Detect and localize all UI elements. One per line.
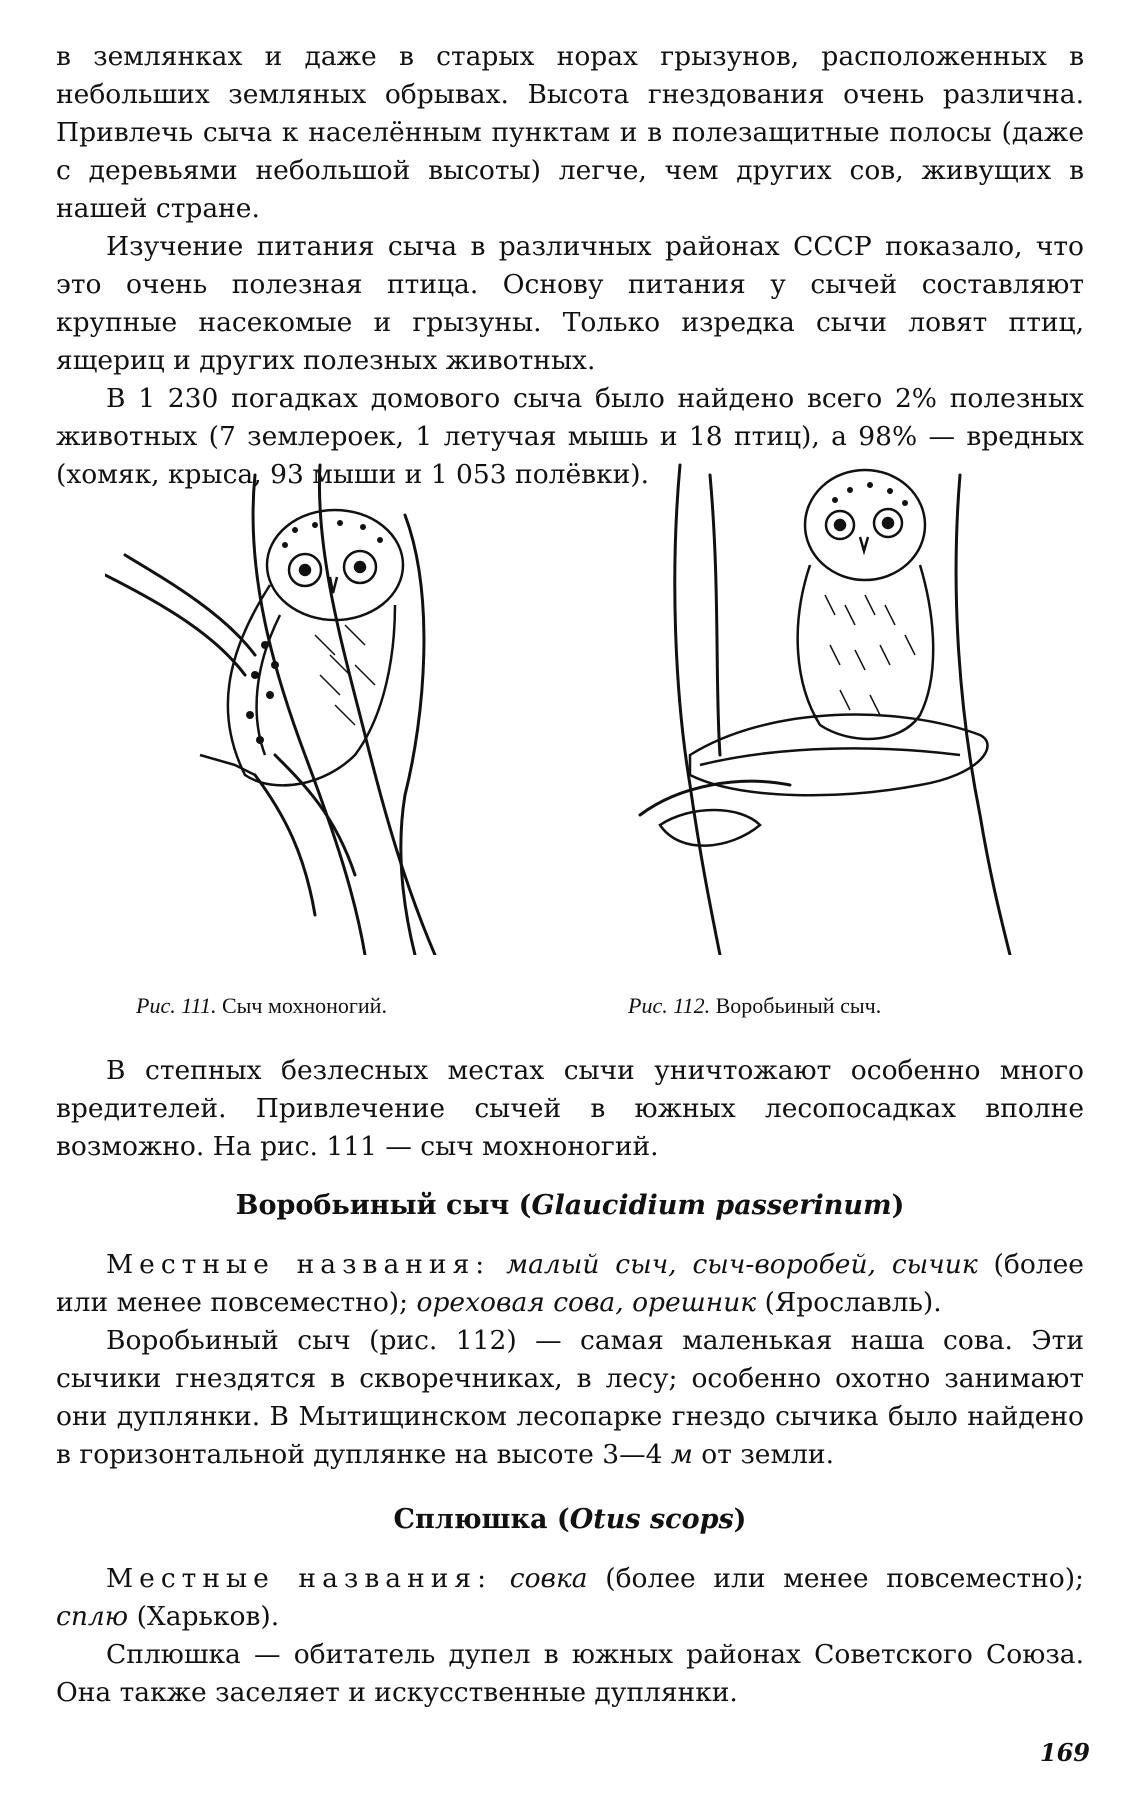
paragraph-scops-owl: Сплюшка — обитатель дупел в южных районах Советского Союза. Она также заселяет и искусственные дуплянки. [56,1639,1084,1708]
paragraph-diet: Изучение питания сыча в различных районах СССР показало, что это очень полезная птица. Основу питания у сычей составляют крупные насекомые и грызуны. Только изредка сычи ловят птиц, ящериц и других полезных животных. [56,231,1084,376]
local-names-paragraph [56,1246,1084,1322]
paragraph-pygmy-owl-a: Воробьиный сыч (рис. 112) — самая маленькая наша сова. Эти сычики гнездятся в скворечниках, в лесу; особенно охотно занимают они дуплянки. В Мытищинском лесопарке гнездо сычика было найдено в горизонтальной дуплянке на высоте 3—4 [56,1325,1084,1470]
figure-111-label: Рис. 111. [136,993,217,1018]
section-scops-owl-text [56,1560,1084,1712]
local-names-4: (Ярославль). [764,1287,942,1318]
heading-latin: Glaucidium passerinum [531,1190,892,1221]
local-names-paragraph [56,1560,1084,1636]
top-text [56,38,1084,494]
page-number: 169 [1039,1738,1090,1767]
figure-112-label: Рис. 112. [628,993,711,1018]
heading-latin: Otus scops [569,1504,734,1535]
paragraph-pellets: В 1 230 погадках домового сыча было найдено всего 2% полезных животных (7 землероек, 1 летучая мышь и 18 птиц), а 98% — вредных (хомяк, крыса, 93 мыши и 1 053 полёвки). [56,383,1084,490]
little-owl-illustration [105,455,505,955]
figure-111-caption [136,993,387,1019]
section-heading-scops-owl: Сплюшка (Otus scops) [393,1504,747,1535]
paragraph-pygmy-owl-unit: м [670,1439,693,1470]
pygmy-owl-illustration [620,455,1040,955]
local-names-3: сплю [56,1601,129,1632]
paragraph-pygmy-owl-b: от земли. [701,1439,835,1470]
local-names-2: (более или менее повсеместно); [605,1563,1084,1594]
figure-111-text: Сыч мохноногий. [221,993,387,1018]
local-names-3: ореховая сова, орешник [416,1287,757,1318]
local-names-label: Местные названия: [106,1249,491,1280]
local-names-1: совка [509,1563,588,1594]
section-pygmy-owl-text [56,1246,1084,1474]
paragraph-pygmy-owl [56,1322,1084,1474]
paragraph-nesting: в землянках и даже в старых норах грызунов, расположенных в небольших земляных обрывах. Высота гнездования очень различна. Привлечь сыча к населённым пунктам и в полезащитные полосы (даже с деревьями небольшой высоты) легче, чем других сов, живущих в нашей стране. [56,41,1084,224]
heading-ru: Сплюшка [393,1504,548,1535]
local-names-1: малый сыч, сыч-воробей, сычик [506,1249,978,1280]
figure-112-text: Воробьиный сыч. [715,993,882,1018]
local-names-4: (Харьков). [136,1601,280,1632]
heading-ru: Воробьиный сыч [235,1190,510,1221]
paragraph-steppe: В степных безлесных местах сычи уничтожают особенно много вредителей. Привлечение сычей в южных лесопосадках вполне возможно. На рис. 111 — сыч мохноногий. [56,1055,1084,1162]
section-heading-pygmy-owl: Воробьиный сыч (Glaucidium passerinum) [235,1190,905,1221]
figures-row [0,455,1140,1025]
local-names-2: (более или менее повсеместно); [56,1249,1084,1318]
figure-112-caption [628,993,881,1019]
after-figures-text [56,1052,1084,1166]
local-names-label: Местные названия: [106,1563,493,1594]
